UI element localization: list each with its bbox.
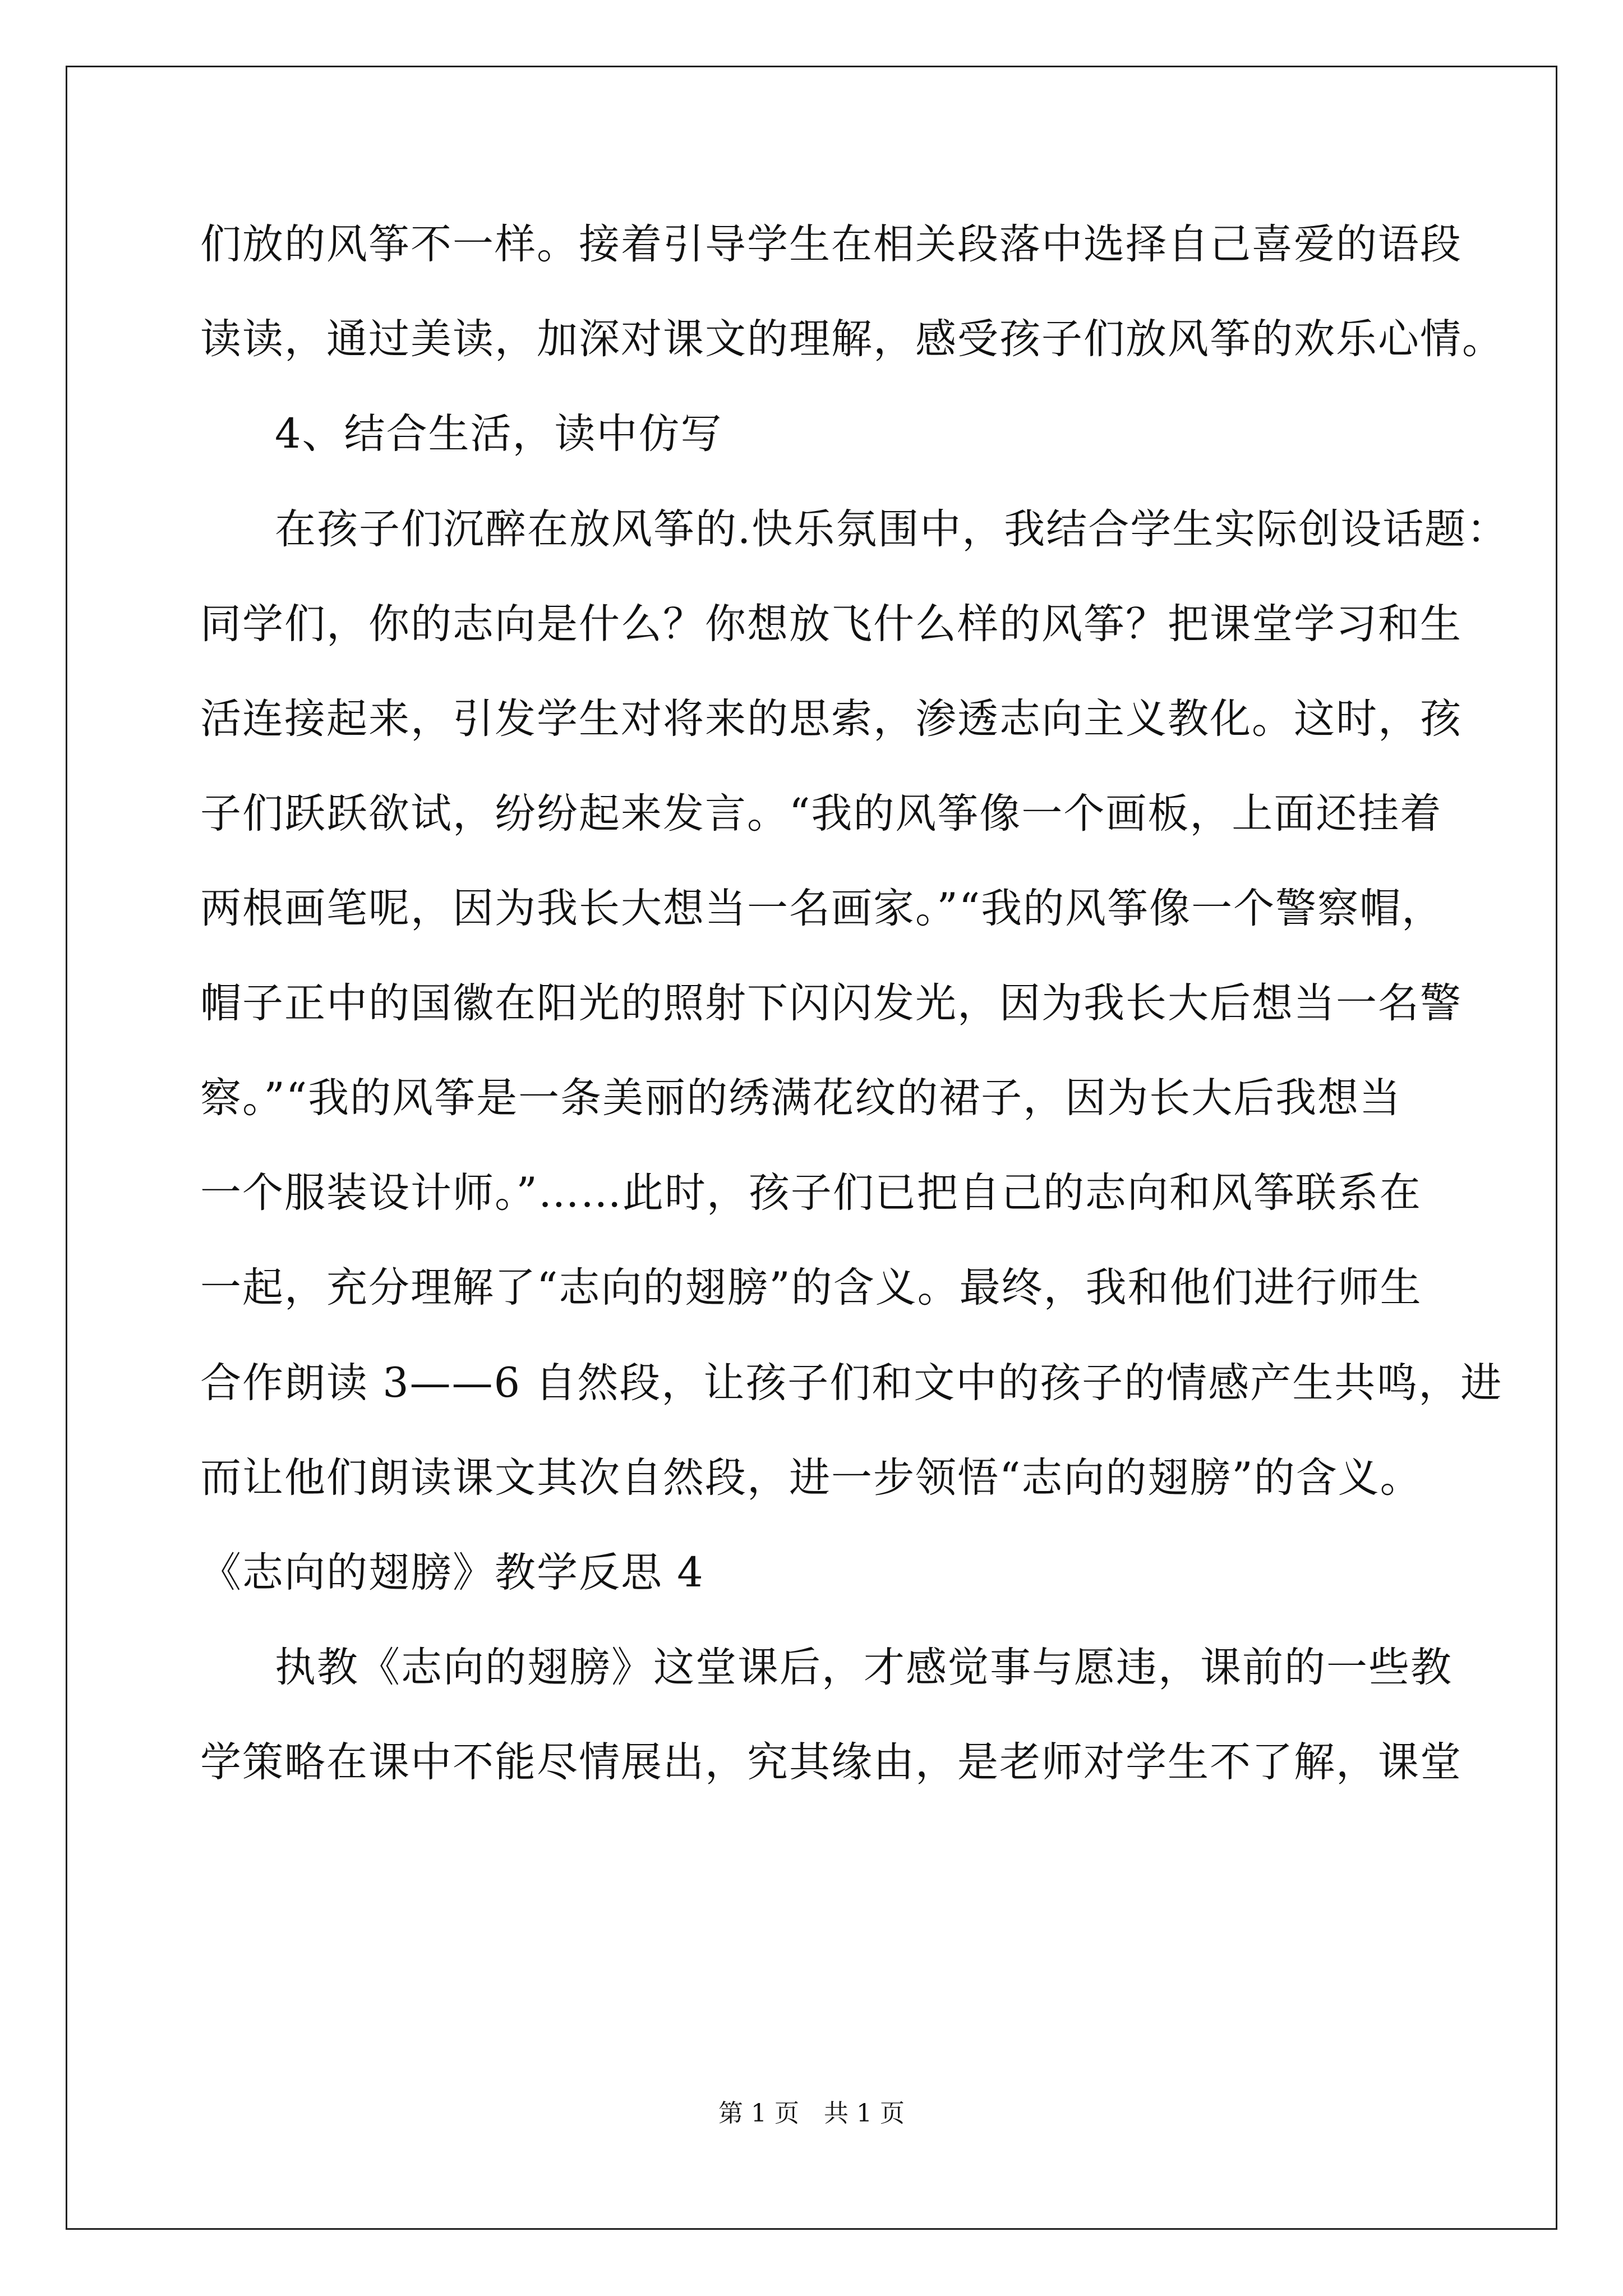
page-border	[66, 66, 1557, 2230]
text-line: 一起，充分理解了“志向的翅膀”的含义。最终，我和他们进行师生	[200, 1264, 1422, 1312]
text-line: 执教《志向的翅膀》这堂课后，才感觉事与愿违，课前的一些教	[275, 1644, 1453, 1691]
text-line: 读读，通过美读，加深对课文的理解，感受孩子们放风筝的欢乐心情。	[200, 315, 1504, 363]
text-line: 同学们，你的志向是什么？你想放飞什么样的风筝？把课堂学习和生	[200, 600, 1462, 648]
text-line: 一个服装设计师。”……此时，孩子们已把自己的志向和风筝联系在	[200, 1169, 1422, 1217]
text-line: 在孩子们沉醉在放风筝的.快乐氛围中，我结合学生实际创设话题：	[275, 505, 1509, 553]
text-line: 学策略在课中不能尽情展出，究其缘由，是老师对学生不了解，课堂	[200, 1738, 1462, 1786]
text-line: 子们跃跃欲试，纷纷起来发言。“我的风筝像一个画板，上面还挂着	[200, 790, 1442, 838]
text-line: 两根画笔呢，因为我长大想当一名画家。”“我的风筝像一个警察帽，	[200, 885, 1444, 932]
text-line: 帽子正中的国徽在阳光的照射下闪闪发光，因为我长大后想当一名警	[200, 979, 1462, 1027]
text-line: 活连接起来，引发学生对将来的思索，渗透志向主义教化。这时，孩	[200, 695, 1462, 743]
text-line: 们放的风筝不一样。接着引导学生在相关段落中选择自己喜爱的语段	[200, 220, 1462, 268]
subheading: 4、结合生活，读中仿写	[275, 410, 723, 458]
page-footer: 第 1 页 共 1 页	[718, 2099, 905, 2128]
text-line: 察。”“我的风筝是一条美丽的绣满花纹的裙子，因为长大后我想当	[200, 1074, 1402, 1122]
text-line: 合作朗读 3——6 自然段，让孩子们和文中的孩子的情感产生共鸣，进	[200, 1359, 1503, 1407]
section-title: 《志向的翅膀》教学反思 4	[200, 1549, 704, 1596]
text-line: 而让他们朗读课文其次自然段，进一步领悟“志向的翅膀”的含义。	[200, 1454, 1422, 1502]
